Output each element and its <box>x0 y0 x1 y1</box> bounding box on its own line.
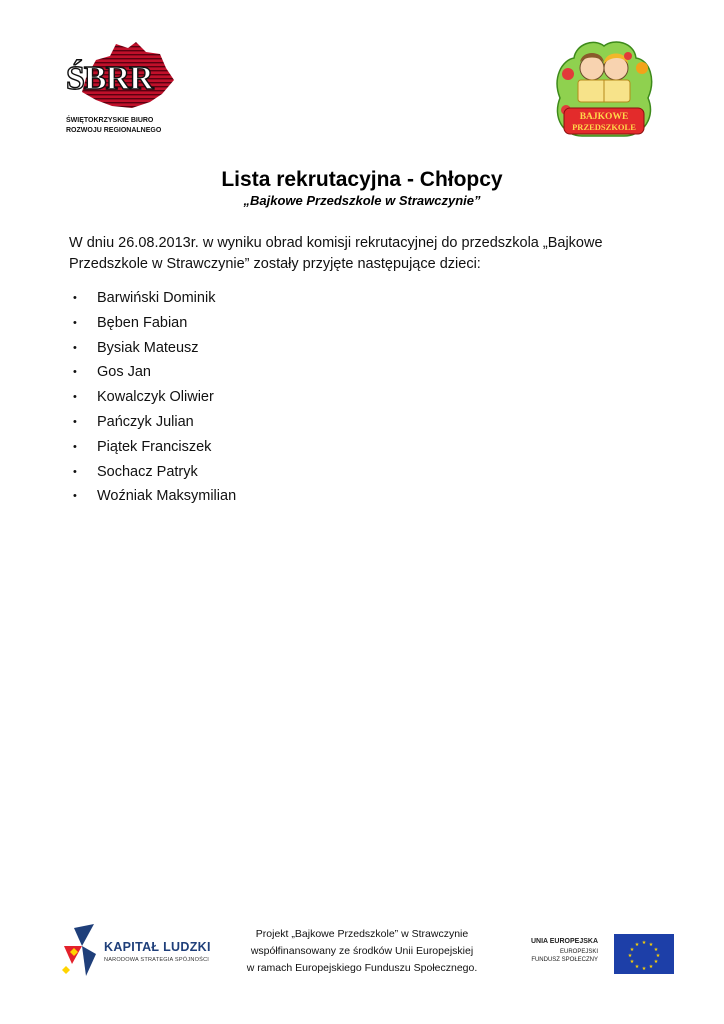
sbrr-letters: ŚBRR <box>66 60 153 97</box>
eu-text-line1: UNIA EUROPEJSKA <box>530 938 598 945</box>
kapital-ludzki-subtitle: NARODOWA STRATEGIA SPÓJNOŚCI <box>104 957 210 963</box>
svg-text:★: ★ <box>641 940 647 946</box>
bp-logo-line1: BAJKOWE <box>579 112 629 122</box>
bullet: • <box>73 316 77 329</box>
svg-text:★: ★ <box>653 947 659 953</box>
list-item <box>69 439 236 464</box>
child-name: Piątek Franciszek <box>97 438 212 455</box>
footer-project-line2: współfinansowany ze środków Unii Europejskiej <box>250 945 474 957</box>
list-item <box>69 340 236 365</box>
svg-text:★: ★ <box>634 964 640 970</box>
bullet: • <box>73 341 77 354</box>
unia-europejska-logo <box>516 934 661 976</box>
bullet: • <box>73 490 77 503</box>
bullet: • <box>73 292 77 304</box>
child-name: Barwiński Dominik <box>97 290 216 306</box>
admitted-boys-list <box>69 290 236 513</box>
child-name: Kowalczyk Oliwier <box>97 389 214 406</box>
list-item <box>69 364 236 389</box>
child-name: Bysiak Mateusz <box>97 339 199 356</box>
intro-paragraph: W dniu 26.08.2013r. w wyniku obrad komisji rekrutacyjnej do przedszkola „Bajkowe Przedszkole w Strawczynie” zostały przyjęte następujące dzieci: <box>69 235 603 272</box>
sbrr-caption-line1: ŚWIĘTOKRZYSKIE BIURO <box>66 117 154 124</box>
svg-text:★: ★ <box>648 964 654 970</box>
footer-project-line1: Projekt „Bajkowe Przedszkole” w Strawczynie <box>255 928 469 940</box>
svg-text:★: ★ <box>629 947 635 953</box>
kapital-ludzki-name: KAPITAŁ LUDZKI <box>104 940 211 954</box>
list-item <box>69 414 236 439</box>
svg-text:★: ★ <box>641 966 647 972</box>
child-name: Sochacz Patryk <box>97 463 198 480</box>
list-item <box>69 464 236 489</box>
child-name: Bęben Fabian <box>97 314 188 331</box>
child-name: Gos Jan <box>97 364 151 381</box>
list-item <box>69 488 236 513</box>
child-name: Pańczyk Julian <box>97 413 194 430</box>
sbrr-caption <box>66 116 196 136</box>
bajkowe-przedszkole-logo <box>552 38 656 144</box>
kapital-ludzki-star-icon <box>60 924 100 978</box>
bullet: • <box>73 440 77 453</box>
eu-flag-icon <box>614 934 674 974</box>
list-item <box>69 315 236 340</box>
eu-text-line2: EUROPEJSKI <box>559 949 598 955</box>
sbrr-logo <box>60 38 180 138</box>
eu-text-lines <box>516 948 598 964</box>
child-name: Woźniak Maksymilian <box>97 488 237 505</box>
bullet: • <box>73 366 77 379</box>
bullet: • <box>73 391 77 404</box>
list-item <box>69 290 236 315</box>
footer-project-line3: w ramach Europejskiego Funduszu Społecznego. <box>246 962 478 974</box>
svg-text:★: ★ <box>653 959 659 965</box>
kapital-ludzki-logo <box>60 924 220 980</box>
svg-text:★: ★ <box>634 942 640 948</box>
svg-text:★: ★ <box>627 953 633 959</box>
svg-text:★: ★ <box>648 942 654 948</box>
bullet: • <box>73 415 77 428</box>
list-item <box>69 389 236 414</box>
bp-logo-line2: PRZEDSZKOLE <box>572 122 636 132</box>
sbrr-caption-line2: ROZWOJU REGIONALNEGO <box>66 127 162 134</box>
eu-text-line3: FUNDUSZ SPOŁECZNY <box>531 957 598 963</box>
page-title: Lista rekrutacyjna - Chłopcy <box>221 168 503 191</box>
footer-project-text <box>220 926 504 977</box>
svg-text:★: ★ <box>629 959 635 965</box>
page-subtitle: „Bajkowe Przedszkole w Strawczynie” <box>243 193 481 208</box>
bullet: • <box>73 465 77 478</box>
svg-text:★: ★ <box>655 953 661 959</box>
